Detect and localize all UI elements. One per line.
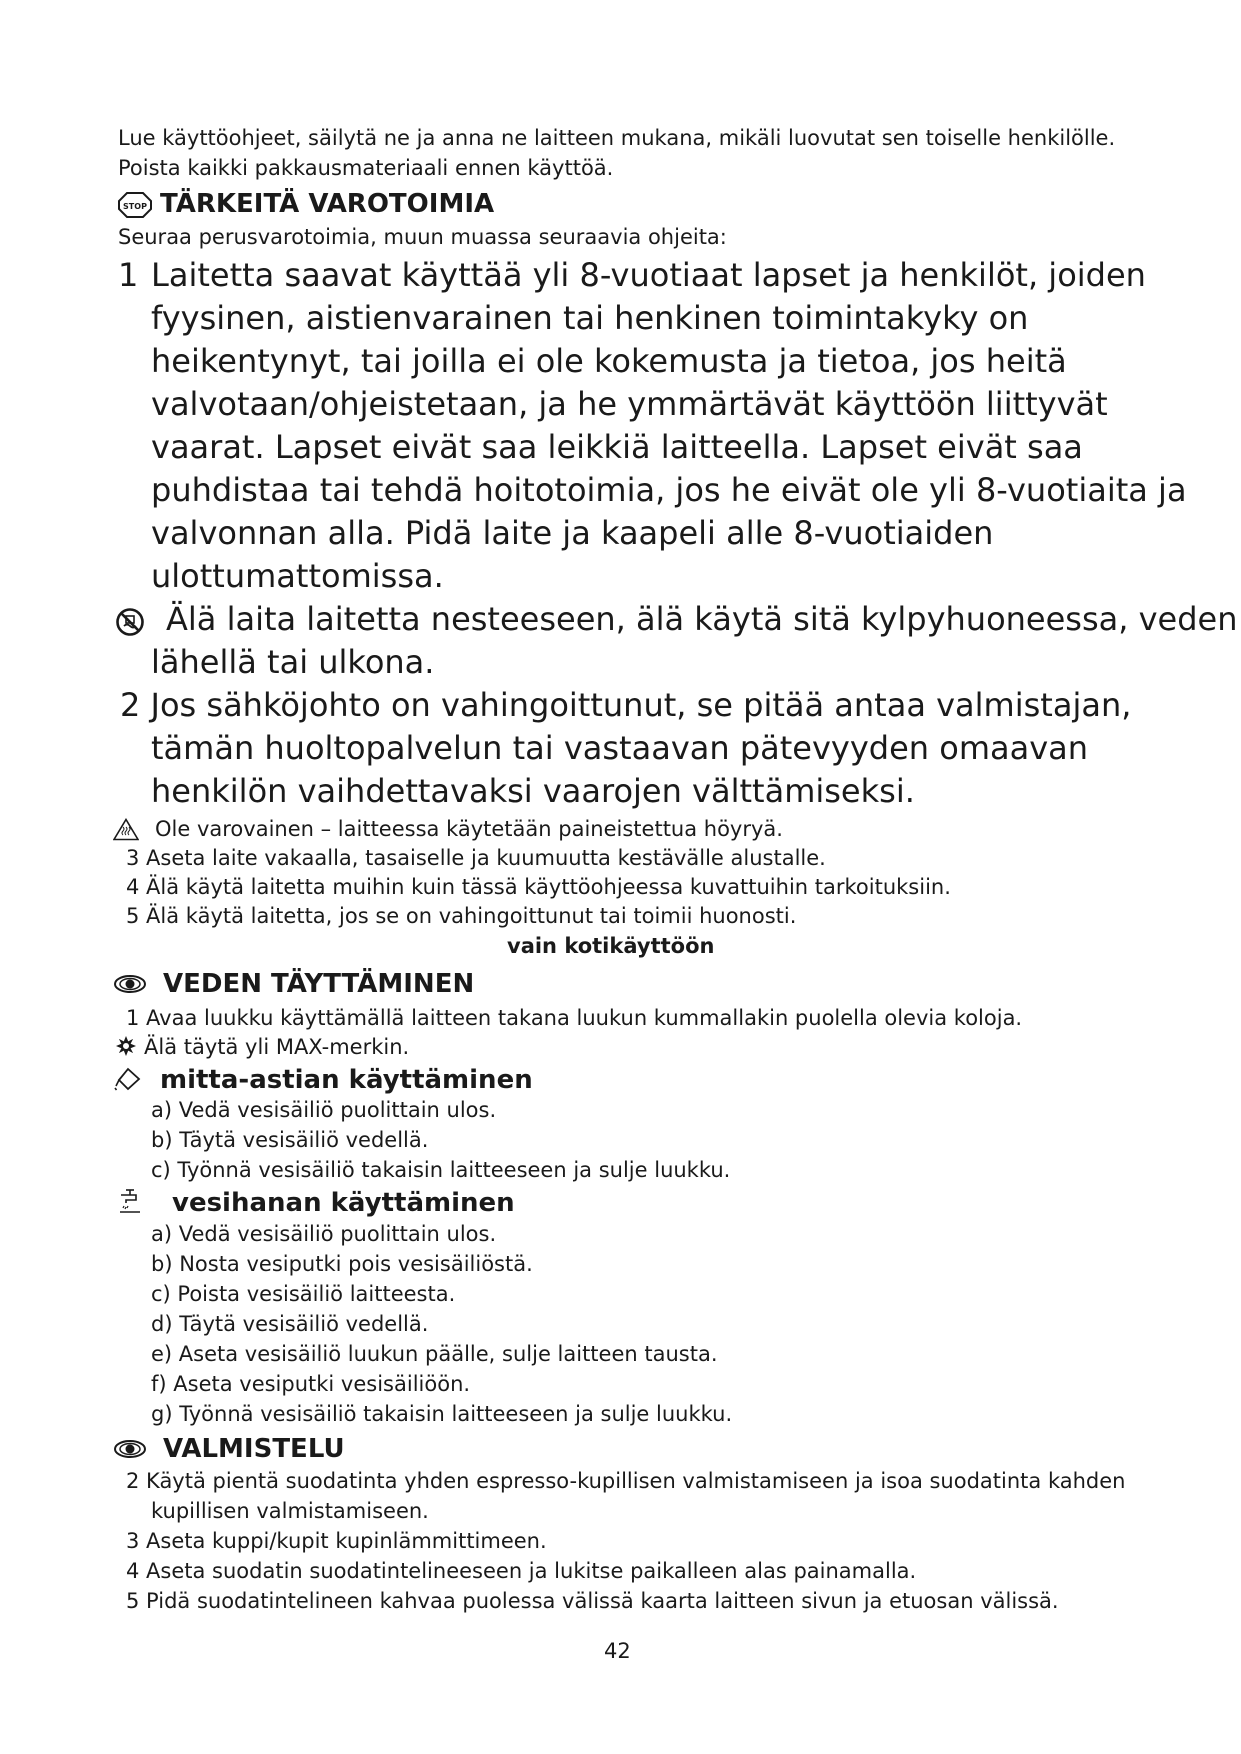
preparation-heading: VALMISTELU [163,1434,345,1464]
preparation-item-2-cont: kupillisen valmistamiseen. [151,1499,429,1523]
preparation-item-3: 3 Aseta kuppi/kupit kupinlämmittimeen. [126,1529,547,1553]
intro-line-2: Poista kaikki pakkausmateriaali ennen käyttöä. [118,156,614,180]
tap-step: a) Vedä vesisäiliö puolittain ulos. [151,1222,497,1246]
jug-heading: mitta-astian käyttäminen [160,1065,533,1095]
no-immersion-icon [115,607,145,637]
jug-step: c) Työnnä vesisäiliö takaisin laitteeseen ja sulje luukku. [151,1158,731,1182]
item-3: 3 Aseta laite vakaalla, tasaiselle ja kuumuutta kestävälle alustalle. [126,846,826,870]
warning-star-icon [116,1036,136,1056]
eye-icon [113,1439,147,1459]
item-1-line: valvotaan/ohjeistetaan, ja he ymmärtävät käyttöön liittyvät [151,385,1108,423]
item-5: 5 Älä käytä laitetta, jos se on vahingoittunut tai toimii huonosti. [126,904,797,928]
hot-steam-warning-icon [113,818,139,841]
tap-step: d) Täytä vesisäiliö vedellä. [151,1312,429,1336]
item-2-line: 2 Jos sähköjohto on vahingoittunut, se pitää antaa valmistajan, [120,686,1132,724]
no-water-line-1: Älä laita laitetta nesteeseen, älä käytä sitä kylpyhuoneessa, veden [166,600,1238,638]
no-water-line-2: lähellä tai ulkona. [151,643,435,681]
item-1-line: valvonnan alla. Pidä laite ja kaapeli alle 8-vuotiaiden [151,514,994,552]
page-number: 42 [604,1639,631,1663]
tap-step: f) Aseta vesiputki vesisäiliöön. [151,1372,471,1396]
safety-heading: TÄRKEITÄ VAROTOIMIA [160,189,495,219]
preparation-item-4: 4 Aseta suodatin suodatintelineeseen ja lukitse paikalleen alas painamalla. [126,1559,917,1583]
item-1-line: Laitetta saavat käyttää yli 8-vuotiaat lapset ja henkilöt, joiden [151,256,1146,294]
item-2-line: tämän huoltopalvelun tai vastaavan pätevyyden omaavan [151,729,1089,767]
tap-step: g) Työnnä vesisäiliö takaisin laitteeseen ja sulje luukku. [151,1402,733,1426]
jug-step: a) Vedä vesisäiliö puolittain ulos. [151,1098,497,1122]
preparation-item-5: 5 Pidä suodatintelineen kahvaa puolessa välissä kaarta laitteen sivun ja etuosan välissä. [126,1589,1059,1613]
item-1-line: ulottumattomissa. [151,557,444,595]
measuring-jug-icon [113,1066,143,1092]
water-fill-step-1: 1 Avaa luukku käyttämällä laitteen takana luukun kummallakin puolella olevia koloja. [126,1006,1023,1030]
item-1-line: vaarat. Lapset eivät saa leikkiä laitteella. Lapset eivät saa [151,428,1083,466]
tap-step: b) Nosta vesiputki pois vesisäiliöstä. [151,1252,533,1276]
water-tap-icon [118,1188,142,1214]
item-1-number: 1 [118,256,139,294]
max-mark-note: Älä täytä yli MAX-merkin. [144,1035,410,1059]
eye-icon [113,974,147,994]
safety-subheading: Seuraa perusvarotoimia, muun muassa seuraavia ohjeita: [118,225,727,249]
tap-step: e) Aseta vesisäiliö luukun päälle, sulje laitteen tausta. [151,1342,718,1366]
item-1-line: puhdistaa tai tehdä hoitotoimia, jos he eivät ole yli 8-vuotiaita ja [151,471,1187,509]
item-1-line: heikentynyt, tai joilla ei ole kokemusta ja tietoa, jos heitä [151,342,1067,380]
tap-step: c) Poista vesisäiliö laitteesta. [151,1282,456,1306]
jug-step: b) Täytä vesisäiliö vedellä. [151,1128,429,1152]
water-fill-heading: VEDEN TÄYTTÄMINEN [163,969,475,999]
household-use-only: vain kotikäyttöön [507,934,715,958]
intro-line-1: Lue käyttöohjeet, säilytä ne ja anna ne laitteen mukana, mikäli luovutat sen toiselle henkilölle. [118,126,1116,150]
steam-warning-text: Ole varovainen – laitteessa käytetään paineistettua höyryä. [155,817,783,841]
preparation-item-2: 2 Käytä pientä suodatinta yhden espresso-kupillisen valmistamiseen ja isoa suodatinta kahden [126,1469,1126,1493]
tap-heading: vesihanan käyttäminen [172,1188,515,1218]
stop-sign-text: STOP [123,202,147,211]
stop-sign-icon [118,192,152,218]
item-1-line: fyysinen, aistienvarainen tai henkinen toimintakyky on [151,299,1029,337]
item-2-line: henkilön vaihdettavaksi vaarojen välttämiseksi. [151,772,915,810]
item-4: 4 Älä käytä laitetta muihin kuin tässä käyttöohjeessa kuvattuihin tarkoituksiin. [126,875,951,899]
